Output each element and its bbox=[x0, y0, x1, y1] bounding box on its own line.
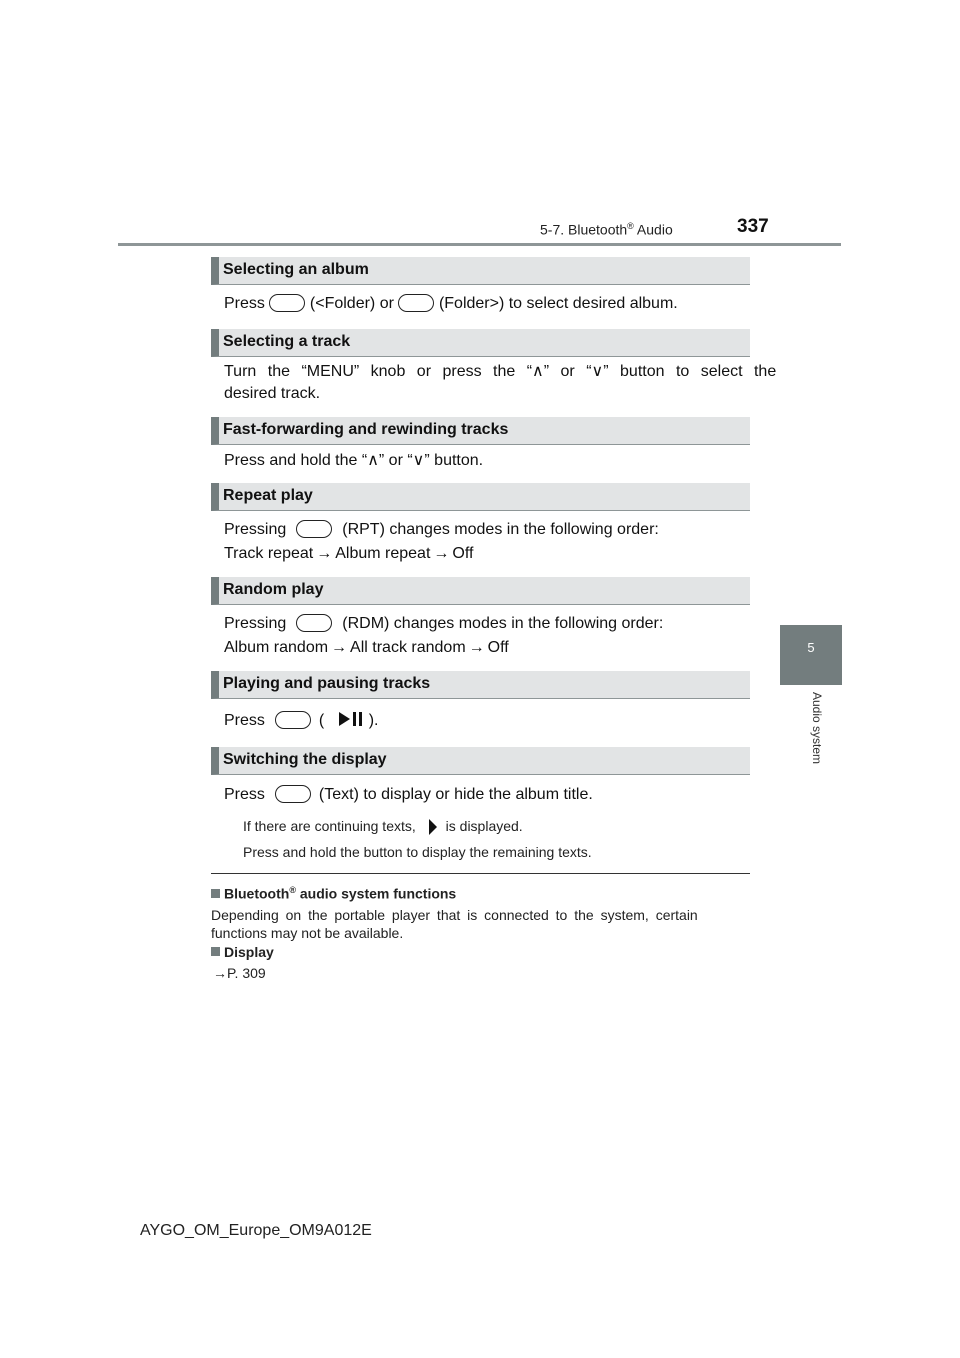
play-instruction: Press ( ). bbox=[224, 712, 379, 729]
track-instruction-line2: desired track. bbox=[224, 385, 321, 402]
notes-divider bbox=[211, 873, 750, 874]
fastforward-instruction: Press and hold the “∧” or “∨” button. bbox=[224, 452, 484, 469]
rpt-button-icon bbox=[296, 520, 332, 538]
arrow-right-icon: → bbox=[433, 545, 450, 562]
square-bullet-icon bbox=[211, 947, 220, 956]
repeat-mode-order: Track repeat → Album repeat → Off bbox=[224, 545, 474, 562]
section-title: 5-7. Bluetooth® Audio bbox=[540, 221, 673, 238]
section-heading-album: Selecting an album bbox=[211, 257, 750, 285]
display-note-continuing: If there are continuing texts, is displayed. bbox=[243, 818, 523, 834]
page-reference-link[interactable]: P. 309 bbox=[227, 965, 266, 981]
chapter-tab: 5 bbox=[780, 625, 842, 685]
repeat-instruction: Pressing (RPT) changes modes in the following order: bbox=[224, 521, 659, 538]
display-note-hold: Press and hold the button to display the remaining texts. bbox=[243, 844, 592, 860]
section-heading-display: Switching the display bbox=[211, 747, 750, 775]
square-bullet-icon bbox=[211, 889, 220, 898]
document-code: AYGO_OM_Europe_OM9A012E bbox=[140, 1222, 372, 1239]
track-instruction-line1: Turn the “MENU” knob or press the “∧” or “∨” button to select the bbox=[224, 363, 777, 380]
section-heading-random: Random play bbox=[211, 577, 750, 605]
play-pause-button-icon bbox=[275, 711, 311, 729]
play-pause-icon bbox=[337, 710, 365, 728]
folder-next-button-icon bbox=[398, 294, 434, 312]
random-instruction: Pressing (RDM) changes modes in the following order: bbox=[224, 615, 664, 632]
arrow-right-icon: → bbox=[468, 639, 485, 656]
display-instruction: Press (Text) to display or hide the album title. bbox=[224, 786, 593, 803]
continue-arrow-icon bbox=[426, 818, 440, 836]
section-heading-play: Playing and pausing tracks bbox=[211, 671, 750, 699]
random-mode-order: Album random → All track random → Off bbox=[224, 639, 509, 656]
album-instruction: Press (<Folder) or (Folder>) to select desired album. bbox=[224, 295, 678, 312]
folder-prev-button-icon bbox=[269, 294, 305, 312]
arrow-right-icon: → bbox=[213, 965, 227, 981]
section-heading-track: Selecting a track bbox=[211, 329, 750, 357]
note-bluetooth-functions: Bluetooth® audio system functions Depending on the portable player that is connected to the system, certain functions may not be available. bbox=[211, 885, 698, 941]
arrow-right-icon: → bbox=[331, 639, 348, 656]
chapter-label: Audio system bbox=[810, 692, 824, 765]
section-heading-fastforward: Fast-forwarding and rewinding tracks bbox=[211, 417, 750, 445]
text-button-icon bbox=[275, 785, 311, 803]
note-display: Display →P. 309 bbox=[213, 944, 274, 981]
section-heading-repeat: Repeat play bbox=[211, 483, 750, 511]
rdm-button-icon bbox=[296, 614, 332, 632]
page-number: 337 bbox=[737, 216, 769, 237]
arrow-right-icon: → bbox=[316, 545, 333, 562]
header-divider bbox=[118, 243, 841, 246]
